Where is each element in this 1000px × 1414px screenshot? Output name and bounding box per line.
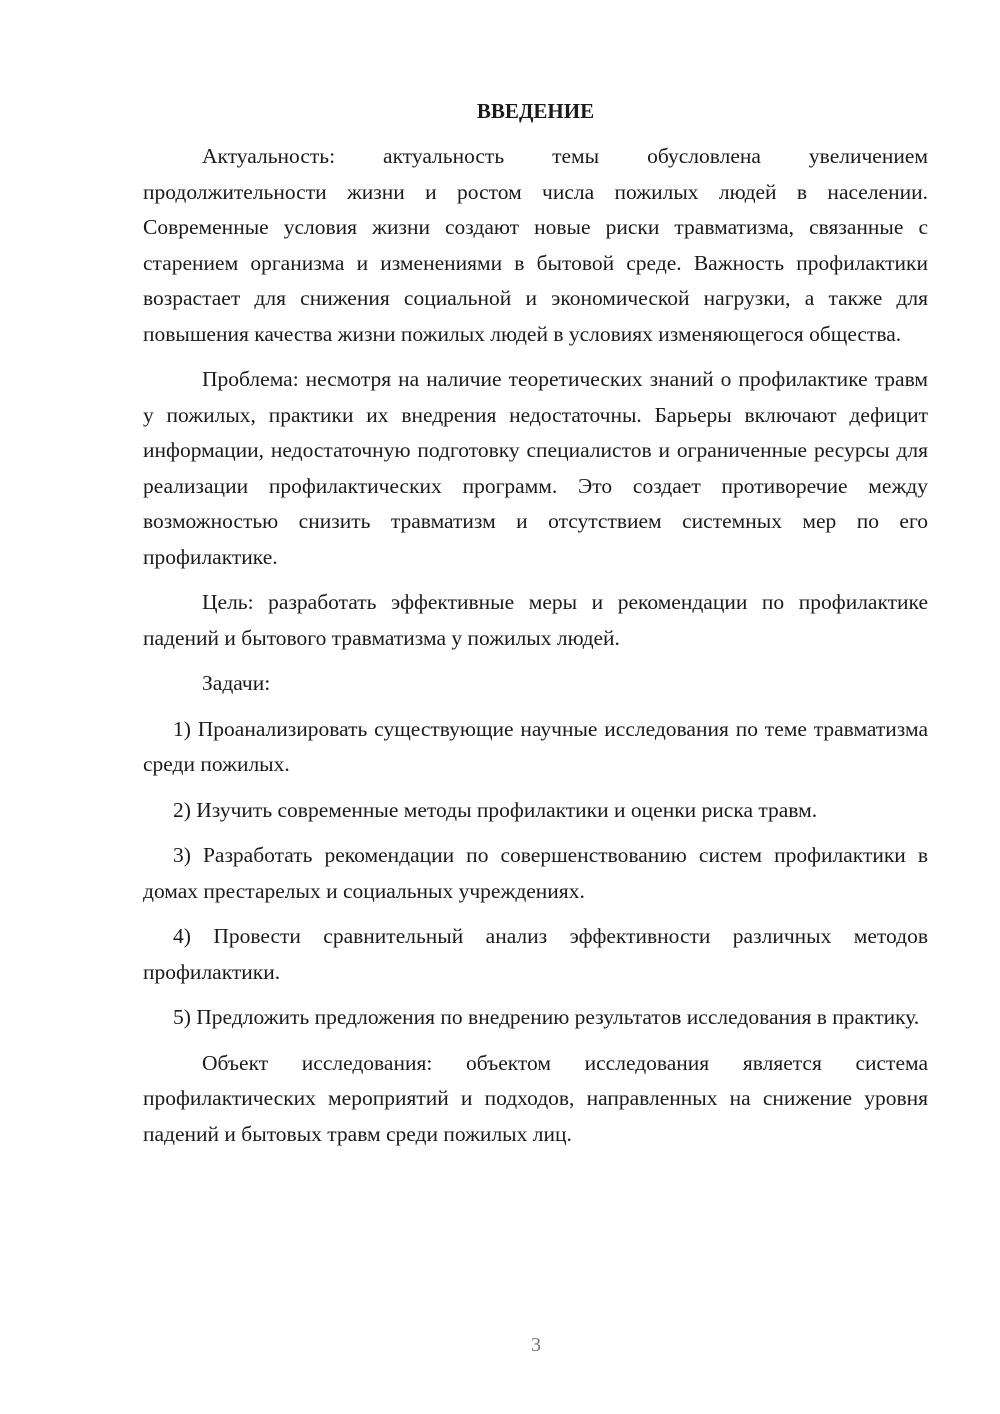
task-item: 3) Разработать рекомендации по совершенствованию систем профилактики в домах престарелых и социальных учреждениях. <box>143 843 928 903</box>
page-number: 3 <box>531 1334 541 1356</box>
section-heading: ВВЕДЕНИЕ <box>476 99 595 123</box>
problem-paragraph: Проблема: несмотря на наличие теоретических знаний о профилактике травм у пожилых, практики их внедрения недостаточны. Барьеры включают дефицит информации, недостаточную подготовку специалистов и ограниченные ресурсы для реализации профилактических программ. Это создает противоречие между возможностью снизить травматизм и отсутствием системных мер по его профилактике. <box>143 367 928 569</box>
page-content <box>143 96 928 1162</box>
object-paragraph: Объект исследования: объектом исследования является система профилактических мероприятий и подходов, направленных на снижение уровня падений и бытовых травм среди пожилых лиц. <box>143 1050 928 1146</box>
task-item: 1) Проанализировать существующие научные исследования по теме травматизма среди пожилых. <box>143 716 928 776</box>
goal-paragraph: Цель: разработать эффективные меры и рекомендации по профилактике падений и бытового травматизма у пожилых людей. <box>143 590 928 650</box>
tasks-label: Задачи: <box>202 671 271 695</box>
task-item: 4) Провести сравнительный анализ эффективности различных методов профилактики. <box>143 924 928 984</box>
relevance-paragraph: Актуальность: актуальность темы обусловлена увеличением продолжительности жизни и ростом числа пожилых людей в населении. Современные условия жизни создают новые риски травматизма, связанные с старением организма и изменениями в бытовой среде. Важность профилактики возрастает для снижения социальной и экономической нагрузки, а также для повышения качества жизни пожилых людей в условиях изменяющегося общества. <box>143 144 928 346</box>
task-item: 5) Предложить предложения по внедрению результатов исследования в практику. <box>173 1005 920 1029</box>
task-item: 2) Изучить современные методы профилактики и оценки риска травм. <box>173 797 818 822</box>
